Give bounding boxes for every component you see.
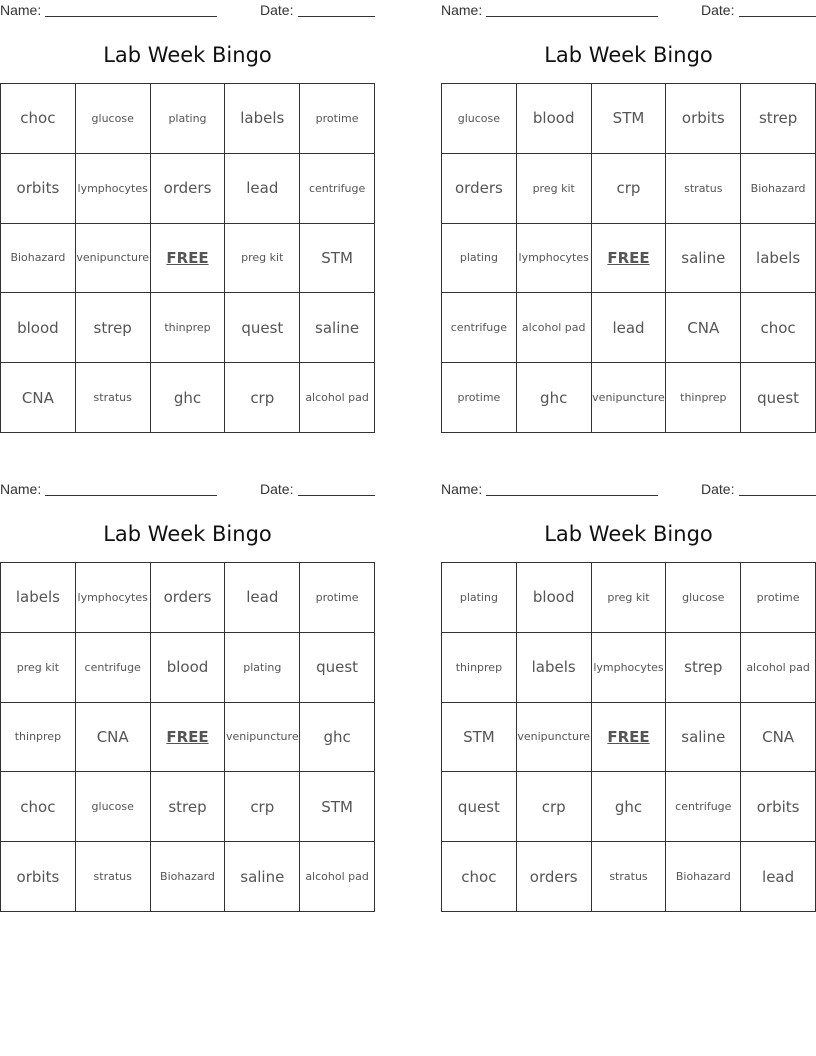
bingo-cell: orders	[151, 154, 226, 224]
bingo-cell: blood	[517, 84, 592, 154]
bingo-cell: plating	[225, 633, 300, 703]
bingo-cell: alcohol pad	[300, 842, 375, 912]
bingo-cell: labels	[741, 224, 816, 294]
bingo-cell: venipuncture	[592, 363, 667, 433]
bingo-cell: protime	[442, 363, 517, 433]
bingo-grid	[0, 562, 375, 912]
bingo-card	[0, 479, 375, 919]
bingo-cell: thinprep	[151, 293, 226, 363]
bingo-cell: stratus	[76, 363, 151, 433]
bingo-card	[441, 479, 816, 919]
bingo-card	[441, 0, 816, 440]
bingo-cell: alcohol pad	[517, 293, 592, 363]
bingo-cell: preg kit	[1, 633, 76, 703]
bingo-cell: alcohol pad	[741, 633, 816, 703]
bingo-cell: orders	[517, 842, 592, 912]
bingo-cell: lymphocytes	[76, 154, 151, 224]
bingo-cell: plating	[151, 84, 226, 154]
bingo-cell: STM	[300, 772, 375, 842]
bingo-cell: ghc	[592, 772, 667, 842]
bingo-cell: orbits	[1, 842, 76, 912]
card-header	[0, 481, 375, 499]
bingo-cell: saline	[666, 224, 741, 294]
bingo-cell: Biohazard	[741, 154, 816, 224]
card-title: Lab Week Bingo	[544, 522, 713, 546]
bingo-cell: CNA	[76, 703, 151, 773]
bingo-cell: venipuncture	[225, 703, 300, 773]
bingo-cell: orbits	[1, 154, 76, 224]
bingo-cell: blood	[1, 293, 76, 363]
bingo-cell: STM	[442, 703, 517, 773]
bingo-cell: quest	[300, 633, 375, 703]
bingo-cell: protime	[300, 84, 375, 154]
bingo-card	[0, 0, 375, 440]
bingo-cell: preg kit	[517, 154, 592, 224]
bingo-cell: crp	[592, 154, 667, 224]
bingo-cell: ghc	[517, 363, 592, 433]
bingo-cell: stratus	[592, 842, 667, 912]
name-line	[45, 495, 217, 496]
bingo-cell: glucose	[76, 84, 151, 154]
bingo-cell: orders	[442, 154, 517, 224]
card-header	[441, 2, 816, 20]
bingo-cell: quest	[442, 772, 517, 842]
card-header	[441, 481, 816, 499]
bingo-cell: choc	[442, 842, 517, 912]
bingo-grid	[441, 83, 816, 433]
bingo-cell: STM	[592, 84, 667, 154]
bingo-cell: protime	[741, 563, 816, 633]
date-line	[739, 16, 816, 17]
bingo-cell: ghc	[300, 703, 375, 773]
bingo-cell: alcohol pad	[300, 363, 375, 433]
date-line	[298, 495, 375, 496]
bingo-cell: centrifuge	[76, 633, 151, 703]
bingo-cell: protime	[300, 563, 375, 633]
card-header	[0, 2, 375, 20]
bingo-grid	[441, 562, 816, 912]
bingo-cell: Biohazard	[1, 224, 76, 294]
bingo-cell: Biohazard	[151, 842, 226, 912]
name-label: Name:	[441, 2, 483, 18]
card-title: Lab Week Bingo	[103, 43, 272, 67]
free-space-cell: FREE	[151, 703, 226, 773]
bingo-cell: stratus	[76, 842, 151, 912]
card-title: Lab Week Bingo	[103, 522, 272, 546]
bingo-cell: ghc	[151, 363, 226, 433]
bingo-cell: orbits	[741, 772, 816, 842]
bingo-cell: strep	[151, 772, 226, 842]
bingo-cell: thinprep	[1, 703, 76, 773]
bingo-cell: stratus	[666, 154, 741, 224]
bingo-cell: glucose	[442, 84, 517, 154]
bingo-cell: labels	[1, 563, 76, 633]
name-label: Name:	[0, 2, 42, 18]
date-label: Date:	[260, 481, 294, 497]
bingo-cell: venipuncture	[76, 224, 151, 294]
bingo-cell: lymphocytes	[76, 563, 151, 633]
bingo-cell: lymphocytes	[517, 224, 592, 294]
bingo-cell: crp	[225, 363, 300, 433]
bingo-cell: choc	[1, 772, 76, 842]
bingo-cell: crp	[517, 772, 592, 842]
bingo-grid	[0, 83, 375, 433]
bingo-cell: CNA	[741, 703, 816, 773]
date-label: Date:	[701, 2, 735, 18]
free-space-cell: FREE	[151, 224, 226, 294]
bingo-cell: Biohazard	[666, 842, 741, 912]
bingo-cell: crp	[225, 772, 300, 842]
bingo-cell: glucose	[666, 563, 741, 633]
name-label: Name:	[441, 481, 483, 497]
bingo-cell: quest	[225, 293, 300, 363]
bingo-cell: preg kit	[225, 224, 300, 294]
free-space-cell: FREE	[592, 703, 667, 773]
bingo-cell: saline	[666, 703, 741, 773]
bingo-cell: strep	[741, 84, 816, 154]
bingo-cell: plating	[442, 224, 517, 294]
bingo-cell: labels	[225, 84, 300, 154]
date-label: Date:	[701, 481, 735, 497]
bingo-cell: CNA	[1, 363, 76, 433]
bingo-cell: strep	[666, 633, 741, 703]
bingo-cell: venipuncture	[517, 703, 592, 773]
bingo-cell: lymphocytes	[592, 633, 667, 703]
bingo-cell: CNA	[666, 293, 741, 363]
bingo-cell: centrifuge	[300, 154, 375, 224]
bingo-cell: glucose	[76, 772, 151, 842]
date-line	[739, 495, 816, 496]
bingo-cell: plating	[442, 563, 517, 633]
bingo-cell: lead	[225, 154, 300, 224]
bingo-cell: STM	[300, 224, 375, 294]
bingo-cell: saline	[225, 842, 300, 912]
bingo-cell: lead	[592, 293, 667, 363]
bingo-cell: strep	[76, 293, 151, 363]
bingo-cell: choc	[1, 84, 76, 154]
bingo-cell: preg kit	[592, 563, 667, 633]
date-label: Date:	[260, 2, 294, 18]
bingo-cell: blood	[151, 633, 226, 703]
free-space-cell: FREE	[592, 224, 667, 294]
name-label: Name:	[0, 481, 42, 497]
bingo-cell: thinprep	[666, 363, 741, 433]
bingo-cell: thinprep	[442, 633, 517, 703]
name-line	[45, 16, 217, 17]
bingo-cell: orbits	[666, 84, 741, 154]
date-line	[298, 16, 375, 17]
card-title: Lab Week Bingo	[544, 43, 713, 67]
bingo-cell: lead	[225, 563, 300, 633]
bingo-cell: labels	[517, 633, 592, 703]
bingo-cell: lead	[741, 842, 816, 912]
name-line	[486, 16, 658, 17]
bingo-cell: quest	[741, 363, 816, 433]
bingo-cell: choc	[741, 293, 816, 363]
bingo-cell: centrifuge	[666, 772, 741, 842]
bingo-cell: orders	[151, 563, 226, 633]
bingo-cell: centrifuge	[442, 293, 517, 363]
bingo-cell: saline	[300, 293, 375, 363]
name-line	[486, 495, 658, 496]
bingo-cell: blood	[517, 563, 592, 633]
